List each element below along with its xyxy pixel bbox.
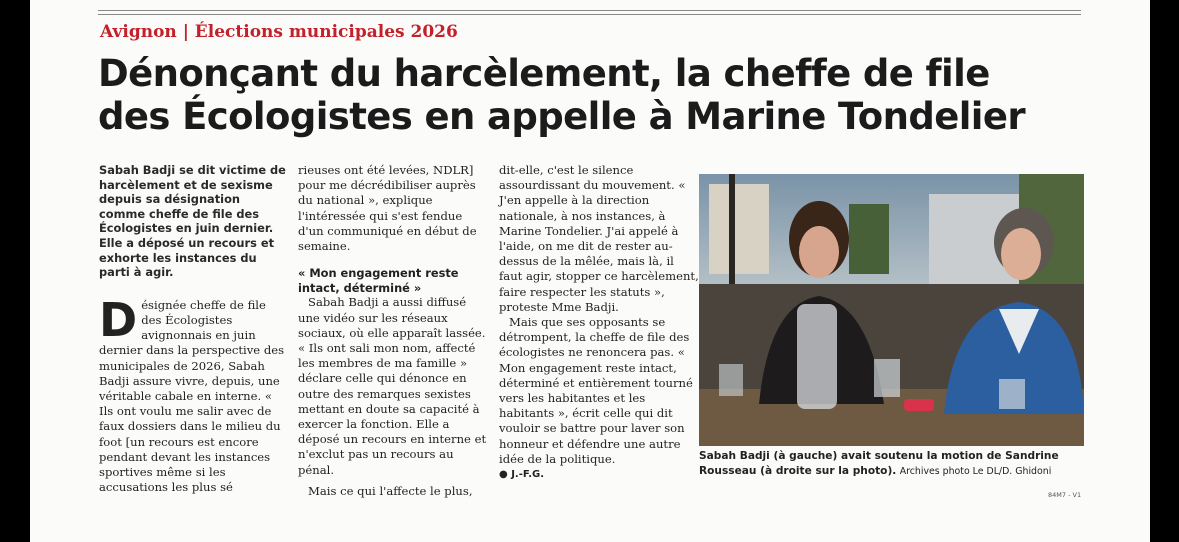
first-paragraph [99,292,289,496]
paragraph-1: ésignée cheffe de file des Écologistes avignonnais en juin dernier dans la perspective des municipales de 2026, Sabah Badji assure vivre, depuis, une véritable cabale en interne. « Ils ont voulu me salir avec de faux dossiers dans le milieu du foot [un recours est encore pendant devant les instances sportives même si les accusations les plus sé [99,297,285,495]
paragraph-4: Mais ce qui l'affecte le plus, [308,483,473,498]
article-column-2 [298,163,490,499]
headline-line-1: Dénonçant du harcèlement, la cheffe de file [98,52,990,95]
page-folio: 84M7 - V1 [1048,491,1082,499]
top-rule-secondary [98,14,1081,15]
article-column-1 [99,163,289,495]
article-photo [699,174,1084,446]
caption-text: Sabah Badji (à gauche) avait soutenu la motion de Sandrine Rousseau (à droite sur la photo). [699,450,1059,477]
newspaper-page [30,0,1150,542]
paragraph-6: Mais que ses opposants se détrompent, la cheffe de file des écologistes ne renoncera pas. « Mon engagement reste intact, déterminé et entièrement tourné vers les habitantes et les habitants », écrit celle qui dit vouloir se battre pour laver son honneur et défendre une autre idée de la politique. [499,315,693,466]
headline-line-2: des Écologistes en appelle à Marine Tondelier [98,95,1026,138]
headline [98,52,1088,138]
author-signature: ● J.-F.G. [499,469,545,481]
paragraph-5: dit-elle, c'est le silence assourdissant du mouvement. « J'en appelle à la direction nationale, à nos instances, à Marine Tondelier. J'ai appelé à l'aide, on me dit de rester au-dessus de la mêlée, mais là, il faut agir, stopper ce harcèlement, faire respecter les statuts », proteste Mme Badji. [499,163,699,314]
photo-illustration [699,174,1084,446]
kicker: Avignon | Élections municipales 2026 [100,22,458,42]
article-lead: Sabah Badji se dit victime de harcèlement et de sexisme depuis sa désignation comme cheffe de file des Écologistes en juin dernier. Elle a déposé un recours et exhorte les instances du parti à agir. [99,163,286,280]
photo-credit: Archives photo Le DL/D. Ghidoni [899,466,1052,477]
article-column-3 [499,163,699,482]
paragraph-2: rieuses ont été levées, NDLR] pour me décrédibiliser auprès du national », explique l'intéressée qui s'est fendue d'un communiqué en début de semaine. [298,163,477,254]
top-rule [98,10,1081,11]
subheading: « Mon engagement reste intact, déterminé » [298,266,459,295]
paragraph-3: Sabah Badji a aussi diffusé une vidéo sur les réseaux sociaux, où elle apparaît lassée. « Ils ont sali mon nom, affecté les membres de ma famille » déclare celle qui dénonce en outre des remarques sexistes mettant en doute sa capacité à exercer la fonction. Elle a déposé un recours en interne et n'exclut pas un recours au pénal. [298,295,487,477]
drop-cap: D [99,292,138,347]
photo-caption [699,449,1089,479]
